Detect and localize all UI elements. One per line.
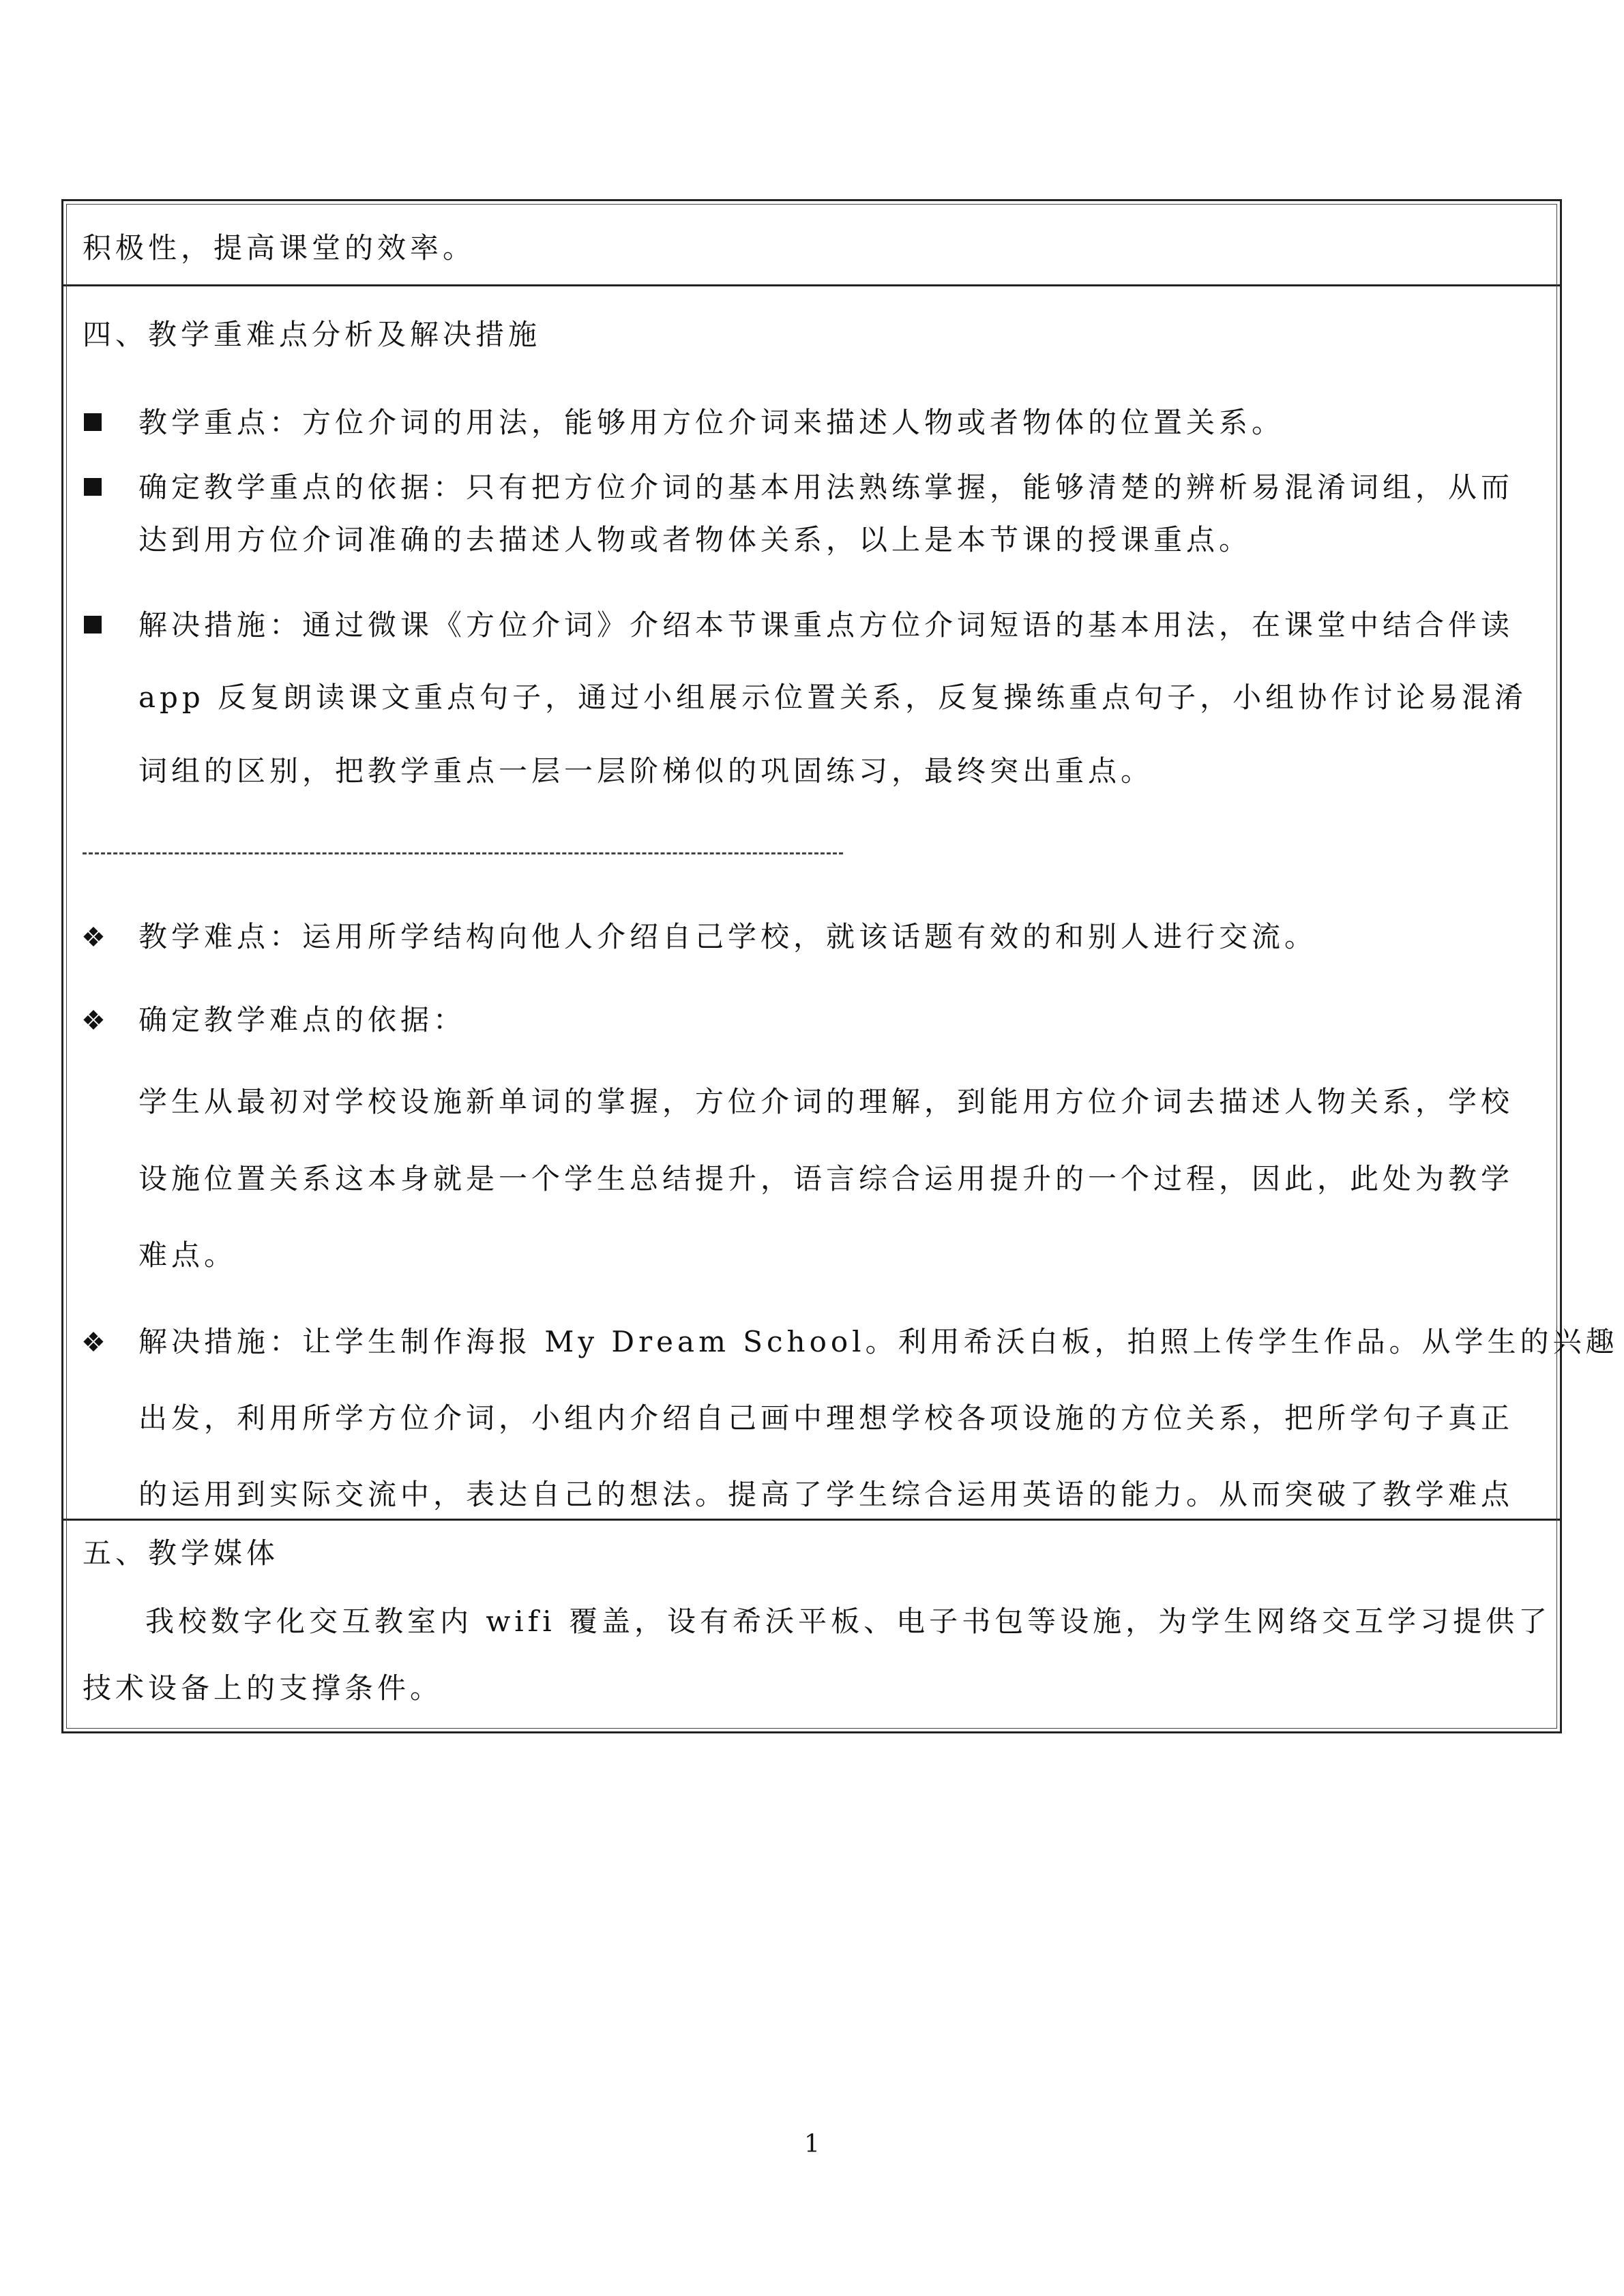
difficulty-basis-title: 确定教学难点的依据： bbox=[138, 1003, 467, 1037]
key-point-text: 教学重点：方位介词的用法，能够用方位介词来描述人物或者物体的位置关系。 bbox=[138, 406, 1285, 439]
diamond-bullet-icon: ❖ bbox=[81, 1005, 106, 1037]
square-bullet-icon bbox=[84, 616, 102, 633]
difficulty-measure-line: 出发，利用所学方位介词，小组内介绍自己画中理想学校各项设施的方位关系，把所学句子真正 bbox=[138, 1401, 1514, 1435]
row-divider bbox=[63, 1519, 1560, 1521]
diamond-bullet-icon: ❖ bbox=[81, 1327, 106, 1358]
row1-text: 积极性，提高课堂的效率。 bbox=[83, 231, 476, 265]
square-bullet-icon bbox=[84, 413, 102, 431]
difficulty-basis-line: 设施位置关系这本身就是一个学生总结提升，语言综合运用提升的一个过程，因此，此处为教学 bbox=[138, 1162, 1514, 1195]
document-table bbox=[61, 199, 1619, 1733]
media-line: 我校数字化交互教室内 wifi 覆盖，设有希沃平板、电子书包等设施，为学生网络交互学习提供了 bbox=[145, 1605, 1552, 1638]
section5-heading: 五、教学媒体 bbox=[83, 1536, 280, 1570]
key-measure-line: app 反复朗读课文重点句子，通过小组展示位置关系，反复操练重点句子，小组协作讨论易混淆 bbox=[138, 681, 1528, 714]
key-basis-line: 确定教学重点的依据：只有把方位介词的基本用法熟练掌握，能够清楚的辨析易混淆词组，从而 bbox=[138, 471, 1514, 504]
difficulty-basis-line: 难点。 bbox=[138, 1238, 237, 1272]
media-line: 技术设备上的支撑条件。 bbox=[83, 1671, 443, 1705]
key-measure-line: 词组的区别，把教学重点一层一层阶梯似的巩固练习，最终突出重点。 bbox=[138, 754, 1154, 788]
key-measure-line: 解决措施：通过微课《方位介词》介绍本节课重点方位介词短语的基本用法，在课堂中结合伴读 bbox=[138, 608, 1514, 642]
dashed-divider bbox=[83, 852, 843, 854]
square-bullet-icon bbox=[84, 478, 102, 496]
difficulty-measure-line: 的运用到实际交流中，表达自己的想法。提高了学生综合运用英语的能力。从而突破了教学难点 bbox=[138, 1478, 1514, 1511]
key-basis-line: 达到用方位介词准确的去描述人物或者物体关系，以上是本节课的授课重点。 bbox=[138, 523, 1252, 556]
row-divider bbox=[63, 284, 1560, 286]
difficulty-basis-line: 学生从最初对学校设施新单词的掌握，方位介词的理解，到能用方位介词去描述人物关系，学校 bbox=[138, 1085, 1514, 1118]
difficulty-text: 教学难点：运用所学结构向他人介绍自己学校，就该话题有效的和别人进行交流。 bbox=[138, 920, 1318, 953]
page-number: 1 bbox=[804, 2130, 820, 2158]
difficulty-measure-line: 解决措施：让学生制作海报 My Dream School。利用希沃白板，拍照上传学生作品。从学生的兴趣 bbox=[138, 1325, 1619, 1358]
section4-heading: 四、教学重难点分析及解决措施 bbox=[83, 318, 542, 351]
diamond-bullet-icon: ❖ bbox=[81, 922, 106, 953]
